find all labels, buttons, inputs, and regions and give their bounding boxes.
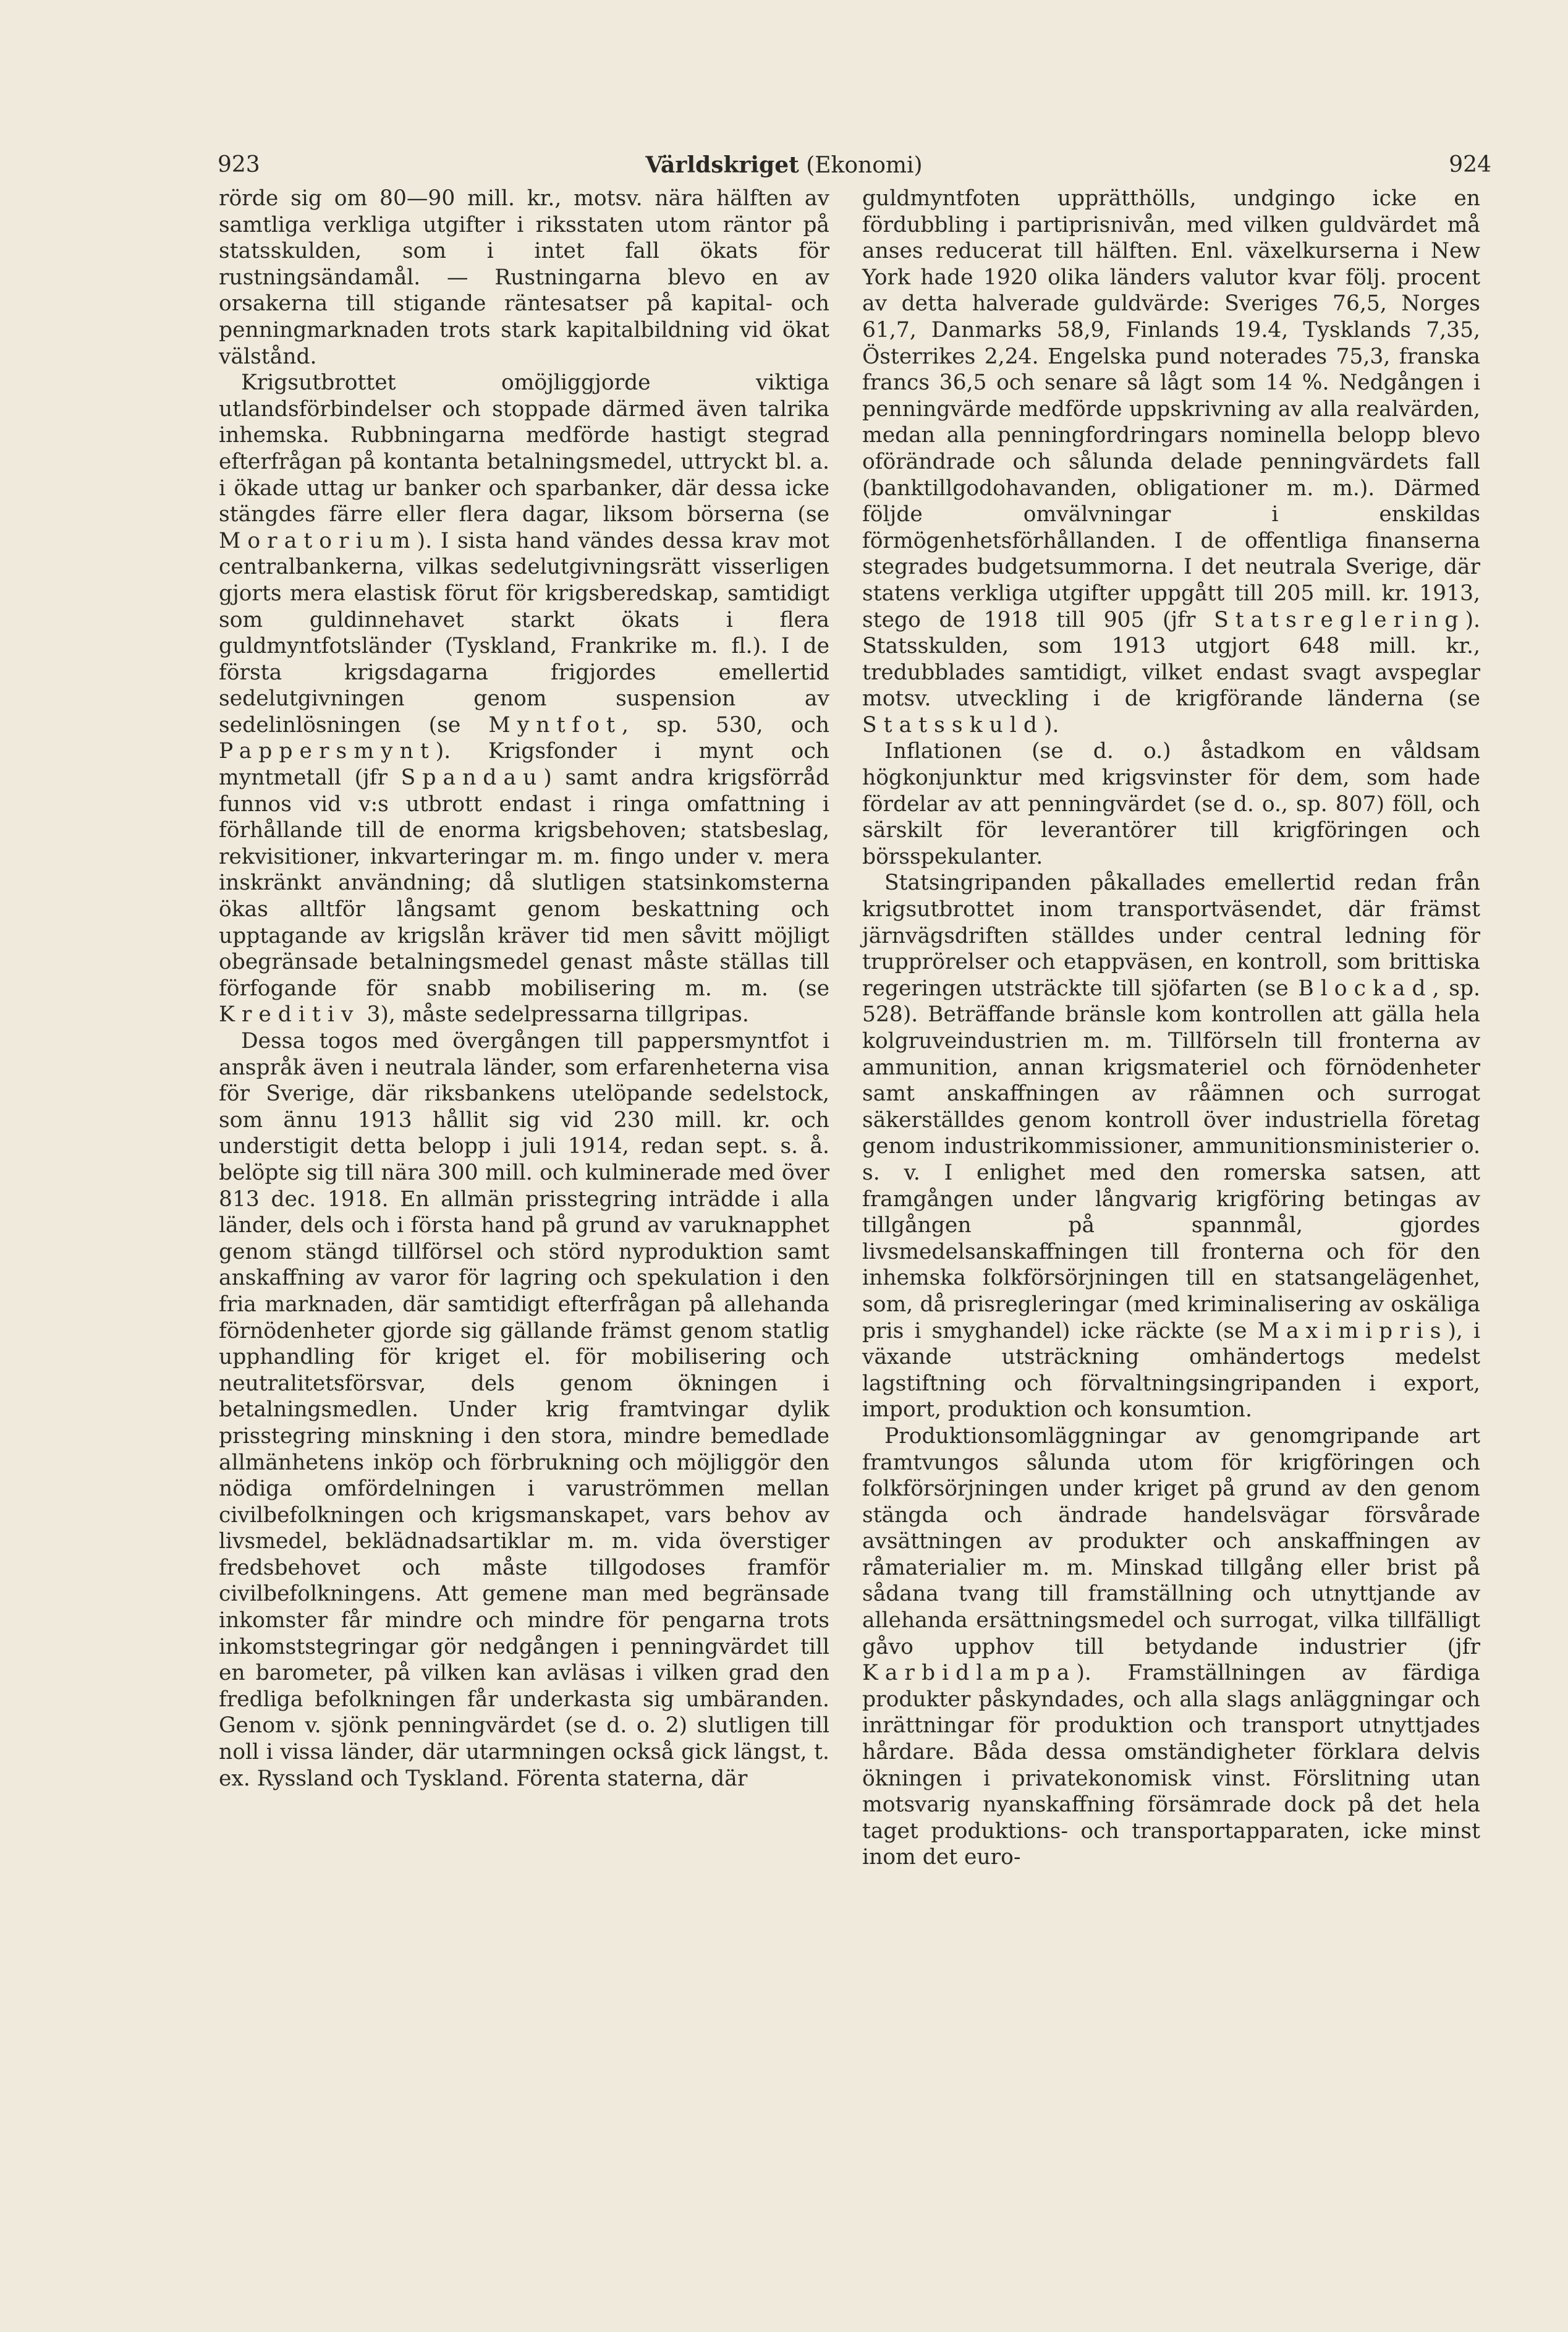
running-title-rest: (Ekonomi)	[799, 153, 923, 178]
paragraph: Inflationen (se d. o.) åstadkom en våldsam högkonjunktur med krigsvinster för dem, som hade fördelar av att penningvärdet (se d. o., sp. 807) föll, och särskilt för leverantörer till krigföringen och börsspekulanter.	[862, 739, 1480, 869]
right-column	[862, 185, 1480, 1871]
cross-reference: Moratorium	[219, 528, 417, 553]
paragraph	[862, 870, 1480, 1423]
running-title	[0, 143, 1568, 187]
text-run: guldmyntfoten upprätthölls, undgingo icke en fördubbling i partiprisnivån, med vilken guldvärdet må anses reducerat till hälften. Enl. växelkurserna i New York hade 1920 olika länders valutor kvar följ. procent av detta halverade guldvärde: Sveriges 76,5, Norges 61,7, Danmarks 58,9, Finlands 19.4, Tysklands 7,35, Österrikes 2,24. Engelska pund noterades 75,3, franska francs 36,5 och senare så lågt som 14 %. Nedgången i penningvärde medförde uppskrivning av alla realvärden, medan alla penningfordringars nominella belopp blevo oförändrade och sålunda delade penningvärdets fall (banktillgodohavanden, obligationer m. m.). Därmed följde omvälvningar i enskildas förmögenhetsförhållanden. I de offentliga finanserna stegrades budgetsummorna. I det neutrala Sverige, där statens verkliga utgifter uppgått till 205 mill. kr. 1913, stego de 1918 till 905 (jfr	[862, 186, 1480, 632]
cross-reference: Maximipris	[1257, 1318, 1448, 1343]
text-run: Krigsutbrottet omöjliggjorde viktiga utlandsförbindelser och stoppade därmed även talrika inhemska. Rubbningarna medförde hastigt stegrad efterfrågan på kontanta betalningsmedel, uttryckt bl. a. i ökade uttag ur banker och sparbanker, där dessa icke stängdes färre eller flera dagar, liksom börserna (se	[219, 370, 829, 527]
paragraph: Dessa togos med övergången till pappersmyntfot i anspråk även i neutrala länder, som erfarenheterna visa för Sverige, där riksbankens utelöpande sedelstock, som ännu 1913 hållit sig vid 230 mill. kr. och understigit detta belopp i juli 1914, redan sept. s. å. belöpte sig till nära 300 mill. och kulminerade med över 813 dec. 1918. En allmän prisstegring inträdde i alla länder, dels och i första hand på grund av varuknapphet genom stängd tillförsel och störd nyproduktion samt anskaffning av varor för lagring och spekulation i den fria marknaden, där samtidigt efterfrågan på allehanda förnödenheter gjorde sig gällande främst genom statlig upphandling för kriget el. för mobilisering och neutralitetsförsvar, dels genom ökningen i betalningsmedlen. Under krig framtvingar dylik prisstegring minskning i den stora, mindre bemedlade allmänhetens inköp och förbrukning och möjliggör den nödiga omfördelningen i varuströmmen mellan civilbefolkningen och krigsmanskapet, vars behov av livsmedel, beklädnadsartiklar m. m. vida överstiger fredsbehovet och måste tillgodoses framför civilbefolkningens. Att gemene man med begränsade inkomster får mindre och mindre för pengarna trots inkomststegringar gör nedgången i penningvärdet till en barometer, på vilken kan avläsas i vilken grad den fredliga befolkningen får underkasta sig umbäranden. Genom v. sjönk penningvärdet (se d. o. 2) slutligen till noll i vissa länder, där utarmningen också gick längst, t. ex. Ryssland och Tyskland. Förenta staterna, där	[219, 1029, 829, 1791]
text-run: ), i växande utsträckning omhändertogs medelst lagstiftning och förvaltningsingripanden i export, import, produktion och konsumtion.	[862, 1318, 1480, 1423]
paragraph: rörde sig om 80—90 mill. kr., motsv. nära hälften av samtliga verkliga utgifter i riksstaten utom räntor på statsskulden, som i intet fall ökats för rustningsändamål. — Rustningarna blevo en av orsakerna till stigande räntesatser på kapital- och penningmarknaden trots stark kapitalbildning vid ökat välstånd.	[219, 186, 829, 369]
paragraph	[862, 185, 1480, 738]
cross-reference: Statsreglering	[1214, 607, 1465, 632]
cross-reference: Myntfot	[488, 712, 622, 738]
running-title-bold: Världskriget	[645, 152, 799, 178]
text-run: ).	[1044, 712, 1059, 738]
text-run: 3), måste sedelpressarna tillgripas.	[360, 1002, 749, 1028]
text-run: ). I sista hand vändes dessa krav mot centralbankerna, vilkas sedelutgivningsrätt visserligen gjorts mera elastisk förut för krigsberedskap, samtidigt som guldinnehavet starkt ökats i flera guldmyntfotsländer (Tyskland, Frankrike m. fl.). I de första krigsdagarna frigjordes emellertid sedelutgivningen genom suspension av sedelinlösningen (se	[219, 528, 829, 738]
paragraph	[862, 1423, 1480, 1871]
cross-reference: Statsskuld	[862, 712, 1044, 738]
text-run: ). Framställningen av färdiga produkter påskyndades, och alla slags anläggningar och inrättningar för produktion och transport utnyttjades hårdare. Båda dessa omständigheter förklara delvis ökningen i privatekonomisk vinst. Förslitning utan motsvarig nyanskaffning försämrade dock på det hela taget produktions- och transportapparaten, icke minst inom det euro-	[862, 1661, 1480, 1870]
cross-reference: Pappersmynt	[219, 739, 436, 764]
paragraph	[219, 370, 829, 1028]
left-column	[219, 185, 829, 1792]
text-run: ). Statsskulden, som 1913 utgjort 648 mill. kr., tredubblades samtidigt, vilket endast svagt avspeglar motsv. utveckling i de krigförande länderna (se	[862, 607, 1480, 712]
page-header	[0, 143, 1568, 187]
text-run: ) samt andra krigsförråd funnos vid v:s utbrott endast i ringa omfattning i förhållande till de enorma krigsbehoven; statsbeslag, rekvisitioner, inkvarteringar m. m. fingo under v. mera inskränkt användning; då slutligen statsinkomsterna ökas alltför långsamt genom beskattning och upptagande av krigslån kräver tid men såvitt möjligt obegränsade betalningsmedel genast måste ställas till förfogande för snabb mobilisering m. m. (se	[219, 765, 829, 1001]
page-number-right: 924	[1449, 152, 1491, 177]
text-run: ). Krigsfonder i mynt och myntmetall (jfr	[219, 739, 829, 791]
cross-reference: Karbidlampa	[862, 1661, 1077, 1686]
cross-reference: Blockad	[1298, 976, 1433, 1001]
text-run: Produktionsomläggningar av genomgripande art framtvungos sålunda utom för krigföringen och folkförsörjningen under kriget på grund av den genom stängda och ändrade handelsvägar försvårade avsättningen av produkter och anskaffningen av råmaterialier m. m. Minskad tillgång eller brist på sådana tvang till framställning och utnyttjande av allehanda ersättningsmedel och surrogat, vilka tillfälligt gåvo upphov till betydande industrier (jfr	[862, 1423, 1480, 1659]
text-run: , sp. 530, och	[621, 712, 829, 738]
cross-reference: Kreditiv	[219, 1002, 360, 1028]
text-run: , sp. 528). Beträffande bränsle kom kontrollen att gälla hela kolgruveindustrien m. m. Tillförseln till fronterna av ammunition, annan krigsmateriel och förnödenheter samt anskaffningen av råämnen och surrogat säkerställdes genom kontroll över industriella företag genom industrikommissioner, ammunitionsministerier o. s. v. I enlighet med den romerska satsen, att framgången under långvarig krigföring betingas av tillgången på spannmål, gjordes livsmedelsanskaffningen till fronterna och för den inhemska folkförsörjningen till en statsangelägenhet, som, då prisregleringar (med kriminalisering av oskäliga pris i smyghandel) icke räckte (se	[862, 976, 1480, 1343]
page-number-left: 923	[218, 152, 260, 177]
text-run: Statsingripanden påkallades emellertid redan från krigsutbrottet inom transportväsendet, där främst järnvägsdriften ställdes under central ledning för trupprörelser och etappväsen, en kontroll, som brittiska regeringen utsträckte till sjöfarten (se	[862, 870, 1480, 1001]
cross-reference: Spandau	[400, 765, 544, 791]
